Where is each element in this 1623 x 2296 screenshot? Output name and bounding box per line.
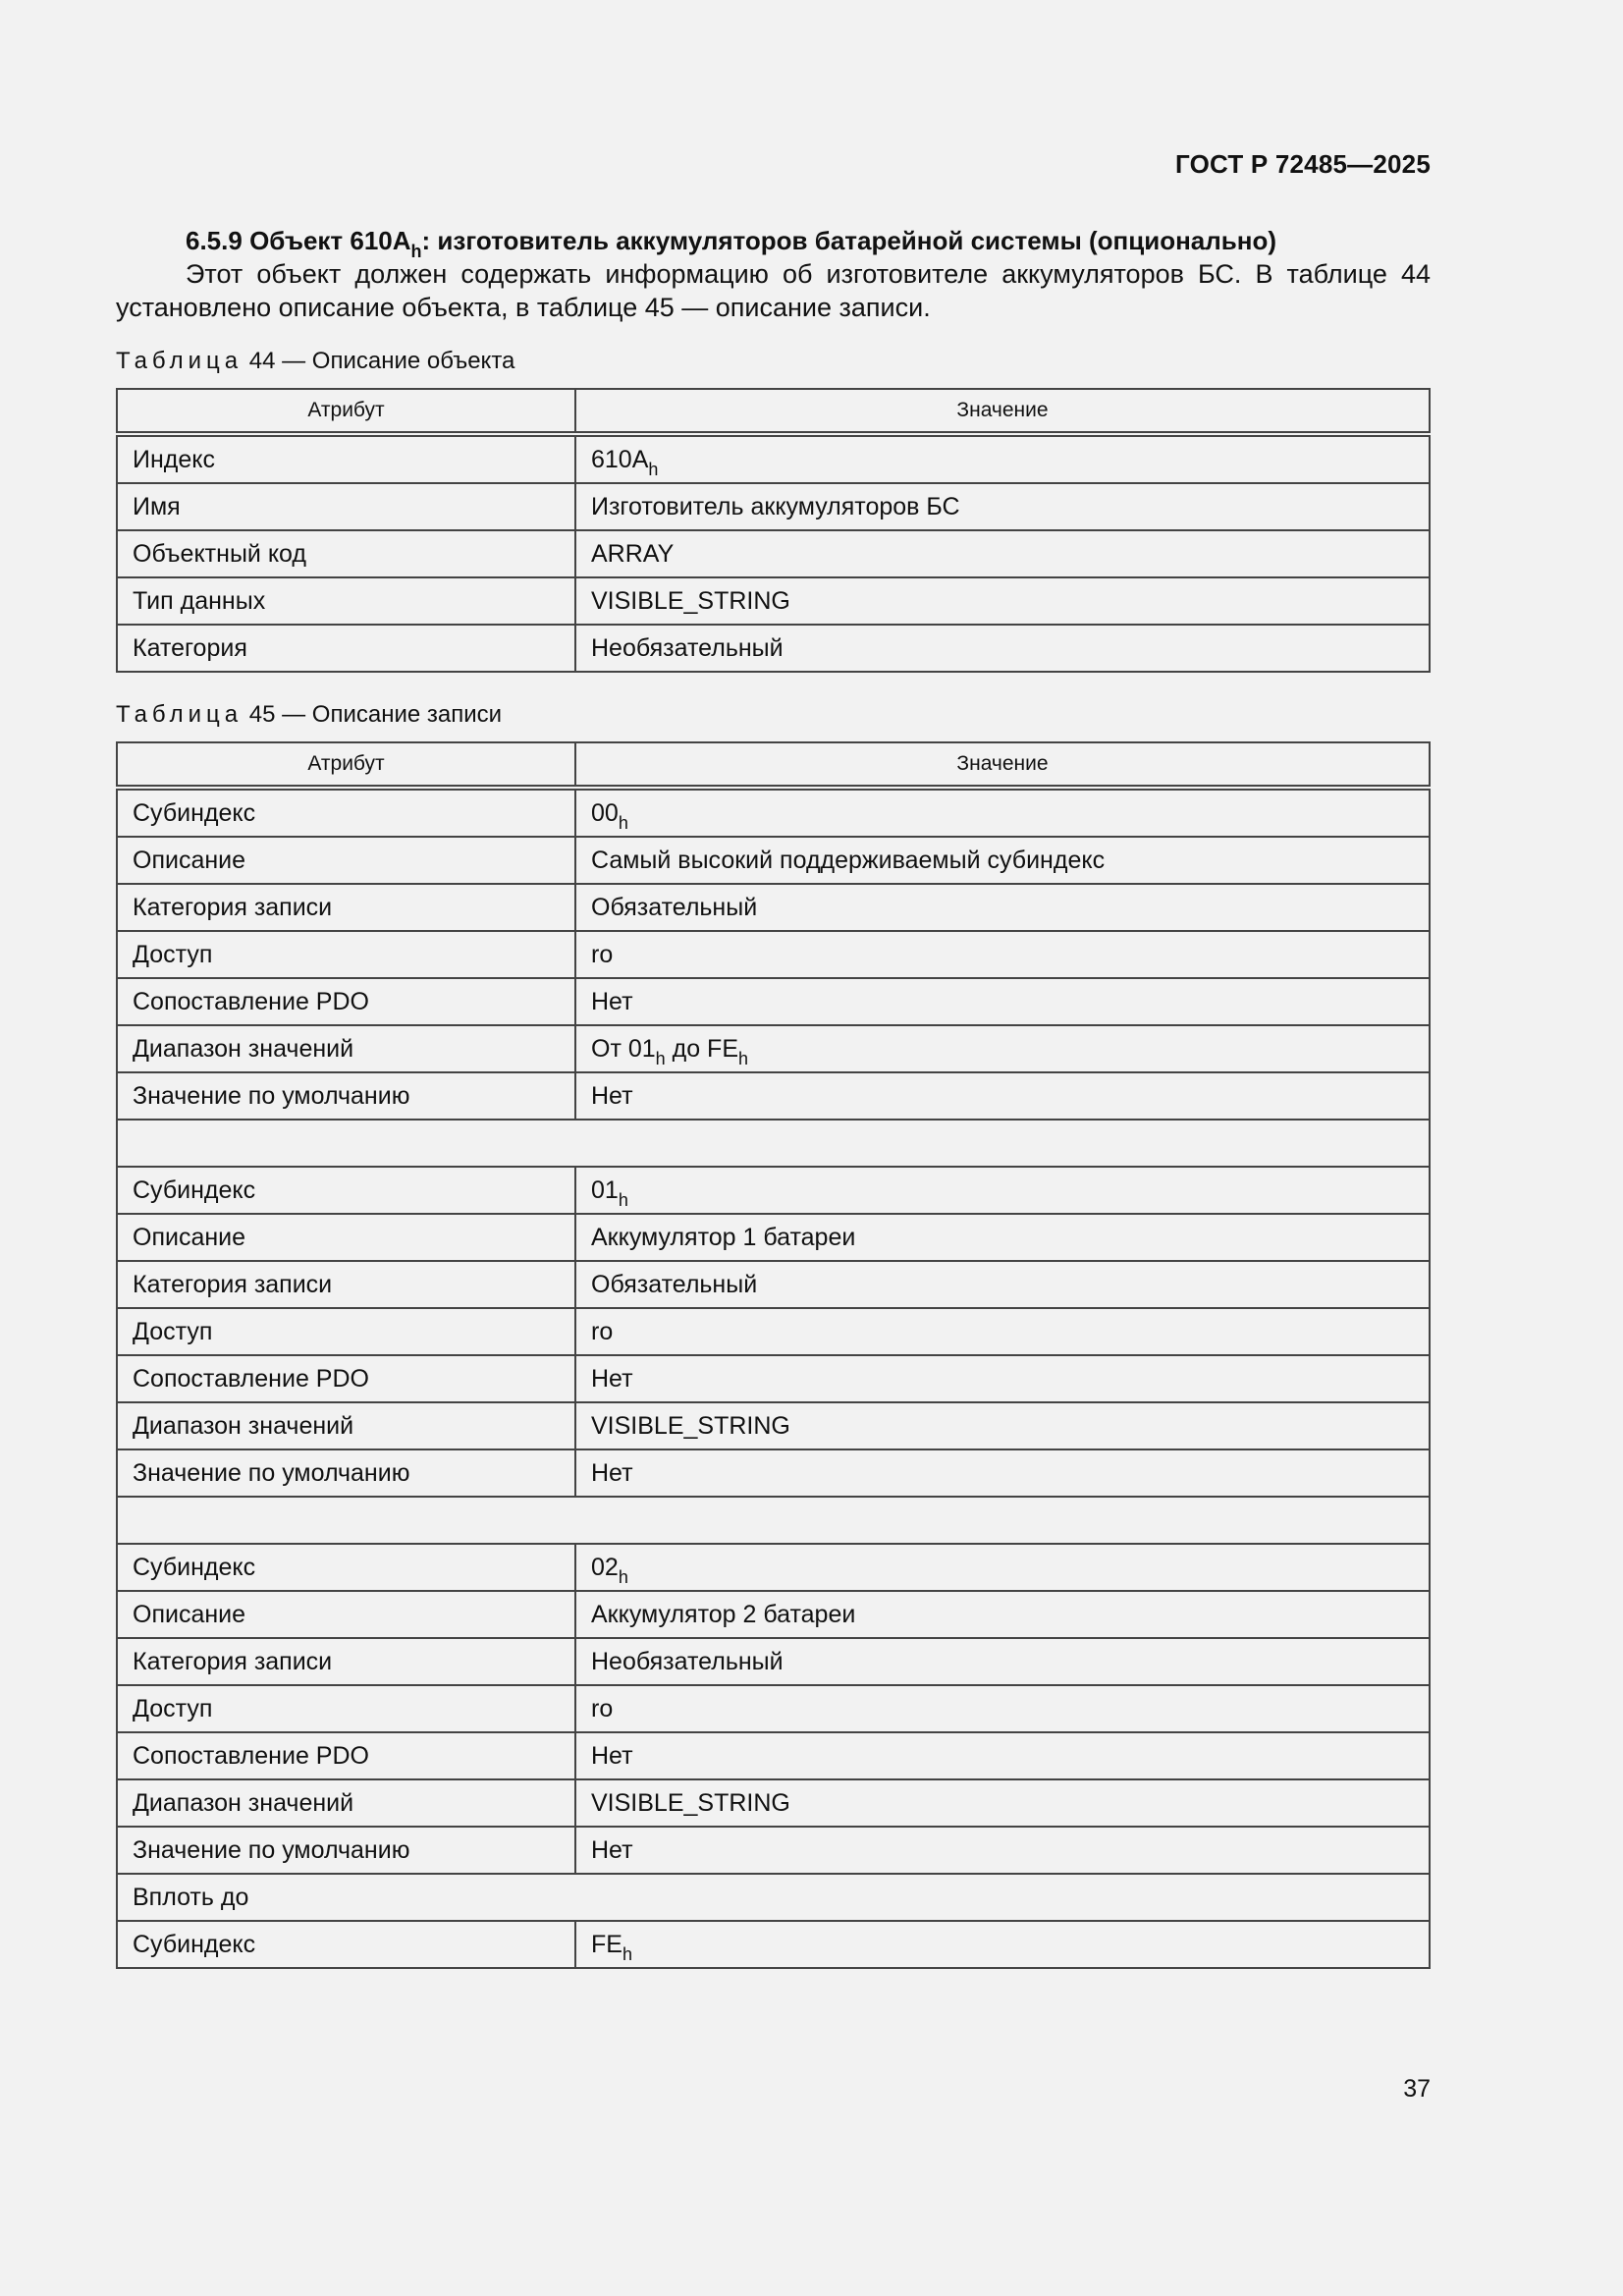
value-cell <box>575 1591 1430 1638</box>
value-text: Аккумулятор 2 батареи <box>591 1600 856 1628</box>
table-header-row <box>117 389 1430 434</box>
table-row <box>117 837 1430 884</box>
attribute-cell: Категория записи <box>117 884 575 931</box>
value-cell <box>575 931 1430 978</box>
attribute-cell: Значение по умолчанию <box>117 1827 575 1874</box>
value-cell <box>575 1732 1430 1779</box>
attribute-cell: Субиндекс <box>117 788 575 837</box>
table-row <box>117 1591 1430 1638</box>
value-cell <box>575 1827 1430 1874</box>
attribute-cell: Сопоставление PDO <box>117 1732 575 1779</box>
hex-suffix: h <box>618 812 628 833</box>
value-cell <box>575 1167 1430 1214</box>
column-header-attribute: Атрибут <box>117 389 575 434</box>
value-text: Нет <box>591 1364 633 1393</box>
table-row <box>117 1214 1430 1261</box>
table-row <box>117 530 1430 577</box>
attribute-cell: Диапазон значений <box>117 1779 575 1827</box>
attribute-cell: Категория записи <box>117 1638 575 1685</box>
value-text: Нет <box>591 1458 633 1487</box>
value-cell <box>575 1072 1430 1120</box>
value-cell <box>575 1638 1430 1685</box>
table-row <box>117 1072 1430 1120</box>
value-cell <box>575 577 1430 625</box>
value-cell <box>575 1402 1430 1449</box>
table-row <box>117 978 1430 1025</box>
table-row <box>117 931 1430 978</box>
value-cell <box>575 1544 1430 1591</box>
paragraph-line-1: Этот объект должен содержать информацию об изготовителе аккумуляторов БС. В таблице 44 <box>186 259 1431 289</box>
value-cell <box>575 434 1430 483</box>
value-text: 02 <box>591 1553 619 1581</box>
value-text: Необязательный <box>591 1647 784 1675</box>
hex-suffix: h <box>618 1189 628 1210</box>
attribute-cell: Категория <box>117 625 575 672</box>
table-row <box>117 788 1430 837</box>
column-header-value: Значение <box>575 742 1430 788</box>
value-cell <box>575 1214 1430 1261</box>
attribute-cell: Субиндекс <box>117 1167 575 1214</box>
value-cell <box>575 978 1430 1025</box>
value-cell <box>575 1308 1430 1355</box>
table-row <box>117 483 1430 530</box>
table-row <box>117 1685 1430 1732</box>
hex-suffix: h <box>618 1566 628 1587</box>
body-paragraph <box>116 257 1431 324</box>
attribute-cell: Объектный код <box>117 530 575 577</box>
attribute-cell: Диапазон значений <box>117 1402 575 1449</box>
attribute-cell: Индекс <box>117 434 575 483</box>
table-44-caption <box>116 348 514 375</box>
column-header-value: Значение <box>575 389 1430 434</box>
section-heading <box>186 226 1277 261</box>
attribute-cell: Сопоставление PDO <box>117 1355 575 1402</box>
table-row <box>117 1497 1430 1544</box>
record-description-table <box>116 741 1431 1969</box>
value-cell <box>575 1779 1430 1827</box>
value-text: Изготовитель аккумуляторов БС <box>591 492 960 520</box>
value-text: Аккумулятор 1 батареи <box>591 1223 856 1251</box>
value-text: до FE <box>665 1034 739 1063</box>
attribute-cell: Значение по умолчанию <box>117 1072 575 1120</box>
table-row <box>117 1874 1430 1921</box>
table-row <box>117 1120 1430 1167</box>
value-text: VISIBLE_STRING <box>591 1411 790 1440</box>
value-text: VISIBLE_STRING <box>591 586 790 615</box>
caption-text: 44 — Описание объекта <box>243 348 515 374</box>
table-row <box>117 1544 1430 1591</box>
object-description-table <box>116 388 1431 673</box>
caption-label: Таблица <box>116 348 243 374</box>
attribute-cell: Категория записи <box>117 1261 575 1308</box>
value-text: Нет <box>591 1081 633 1110</box>
attribute-cell: Описание <box>117 1591 575 1638</box>
value-text: Обязательный <box>591 893 758 921</box>
hex-suffix: h <box>655 1048 666 1068</box>
value-text: Нет <box>591 1741 633 1770</box>
attribute-cell: Описание <box>117 837 575 884</box>
attribute-cell: Тип данных <box>117 577 575 625</box>
standard-designation: ГОСТ Р 72485—2025 <box>1175 149 1431 179</box>
value-text: FE <box>591 1930 622 1958</box>
section-separator-cell: Вплоть до <box>117 1874 1430 1921</box>
hex-suffix: h <box>648 459 659 479</box>
value-cell <box>575 1025 1430 1072</box>
table-row <box>117 577 1430 625</box>
value-cell <box>575 1685 1430 1732</box>
hex-suffix: h <box>738 1048 749 1068</box>
table-row <box>117 1449 1430 1497</box>
page-number: 37 <box>1403 2075 1431 2103</box>
value-text: Обязательный <box>591 1270 758 1298</box>
table-row <box>117 1261 1430 1308</box>
value-text: VISIBLE_STRING <box>591 1788 790 1817</box>
value-text: 01 <box>591 1175 619 1204</box>
hex-suffix: h <box>410 242 422 261</box>
table-45-caption <box>116 701 502 729</box>
hex-suffix: h <box>622 1943 632 1964</box>
table-row <box>117 1827 1430 1874</box>
attribute-cell: Описание <box>117 1214 575 1261</box>
caption-text: 45 — Описание записи <box>243 701 503 728</box>
section-separator-cell <box>117 1120 1430 1167</box>
paragraph-line-2: установлено описание объекта, в таблице 45 — описание записи. <box>116 293 931 322</box>
value-cell <box>575 884 1430 931</box>
value-cell <box>575 1449 1430 1497</box>
value-cell <box>575 625 1430 672</box>
table-row <box>117 1732 1430 1779</box>
value-cell <box>575 1355 1430 1402</box>
attribute-cell: Значение по умолчанию <box>117 1449 575 1497</box>
table-row <box>117 625 1430 672</box>
value-cell <box>575 530 1430 577</box>
value-text: ro <box>591 940 614 968</box>
value-text: ro <box>591 1317 614 1345</box>
value-text: 00 <box>591 798 619 827</box>
column-header-attribute: Атрибут <box>117 742 575 788</box>
value-text: Нет <box>591 1835 633 1864</box>
attribute-cell: Доступ <box>117 1685 575 1732</box>
section-separator-cell <box>117 1497 1430 1544</box>
value-text: Необязательный <box>591 633 784 662</box>
table-row <box>117 884 1430 931</box>
value-cell <box>575 837 1430 884</box>
attribute-cell: Субиндекс <box>117 1544 575 1591</box>
table-row <box>117 1638 1430 1685</box>
attribute-cell: Субиндекс <box>117 1921 575 1968</box>
value-cell <box>575 1261 1430 1308</box>
table-row <box>117 1402 1430 1449</box>
table-row <box>117 1355 1430 1402</box>
value-cell <box>575 1921 1430 1968</box>
table-row <box>117 1921 1430 1968</box>
table-row <box>117 1167 1430 1214</box>
value-cell <box>575 483 1430 530</box>
attribute-cell: Сопоставление PDO <box>117 978 575 1025</box>
section-title-post: : изготовитель аккумуляторов батарейной системы (опционально) <box>421 226 1277 255</box>
value-text: ro <box>591 1694 614 1722</box>
caption-label: Таблица <box>116 701 243 728</box>
attribute-cell: Доступ <box>117 1308 575 1355</box>
value-cell <box>575 788 1430 837</box>
value-text: От 01 <box>591 1034 656 1063</box>
attribute-cell: Диапазон значений <box>117 1025 575 1072</box>
table-row <box>117 1308 1430 1355</box>
section-title-pre: Объект 610A <box>249 226 411 255</box>
attribute-cell: Доступ <box>117 931 575 978</box>
value-text: 610A <box>591 445 649 473</box>
value-text: Самый высокий поддерживаемый субиндекс <box>591 846 1106 874</box>
value-text: ARRAY <box>591 539 675 568</box>
table-row <box>117 1025 1430 1072</box>
value-text: Нет <box>591 987 633 1015</box>
table-header-row <box>117 742 1430 788</box>
table-row <box>117 434 1430 483</box>
attribute-cell: Имя <box>117 483 575 530</box>
table-row <box>117 1779 1430 1827</box>
section-number: 6.5.9 <box>186 226 243 255</box>
